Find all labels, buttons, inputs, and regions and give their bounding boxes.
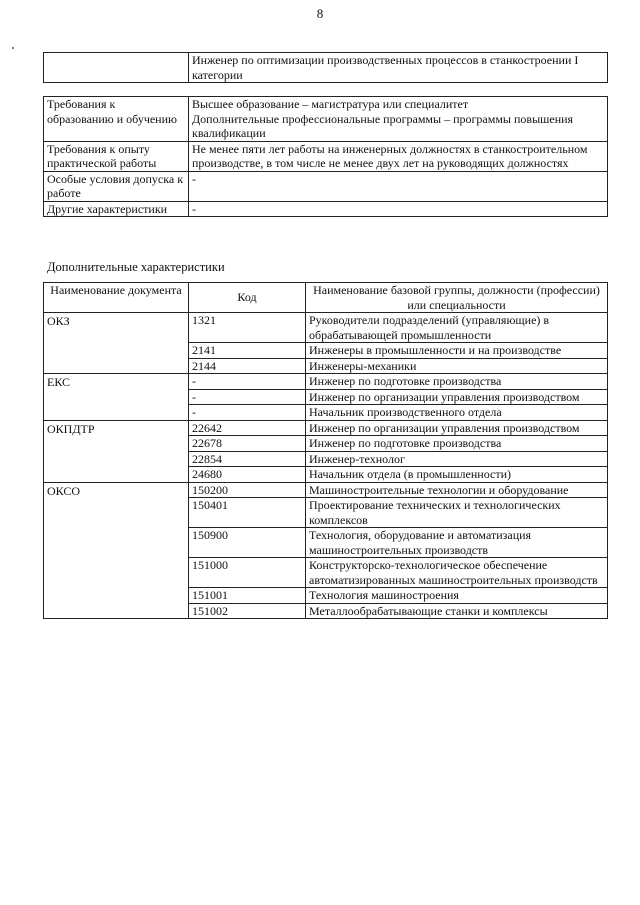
requirement-row <box>44 201 608 217</box>
name-cell: Инженер по подготовке производства <box>306 374 608 390</box>
code-cell: - <box>189 389 306 405</box>
requirement-value-line: - <box>192 171 196 186</box>
code-cell: 2141 <box>189 343 306 359</box>
name-cell: Технология машиностроения <box>306 588 608 604</box>
requirement-value <box>189 171 608 201</box>
requirement-label: Требования к образованию и обучению <box>44 97 189 142</box>
section-title: Дополнительные характеристики <box>47 260 225 274</box>
code-cell: 2144 <box>189 358 306 374</box>
code-cell: 22642 <box>189 420 306 436</box>
name-cell: Технология, оборудование и автоматизация машиностроительных производств <box>306 528 608 558</box>
requirement-label: Особые условия допуска к работе <box>44 171 189 201</box>
requirement-row <box>44 97 608 142</box>
requirement-value <box>189 97 608 142</box>
name-cell: Проектирование технических и технологических комплексов <box>306 498 608 528</box>
code-cell: 1321 <box>189 313 306 343</box>
table-row <box>44 482 608 498</box>
code-cell: 151002 <box>189 603 306 619</box>
requirement-value <box>189 141 608 171</box>
title-row <box>44 53 608 83</box>
requirement-label: Требования к опыту практической работы <box>44 141 189 171</box>
name-cell: Инженер-технолог <box>306 451 608 467</box>
code-cell: 24680 <box>189 467 306 483</box>
table-row <box>44 374 608 390</box>
job-title: Инженер по оптимизации производственных процессов в станкостроении I категории <box>189 53 608 83</box>
code-cell: 150200 <box>189 482 306 498</box>
code-cell: 22678 <box>189 436 306 452</box>
document-cell: ОКПДТР <box>44 420 189 482</box>
code-cell: 151000 <box>189 558 306 588</box>
name-cell: Конструкторско-технологическое обеспечение автоматизированных машиностроительных производств <box>306 558 608 588</box>
code-cell: - <box>189 374 306 390</box>
name-cell: Инженеры-механики <box>306 358 608 374</box>
document-cell: ОКСО <box>44 482 189 619</box>
header-row <box>44 283 608 313</box>
requirement-value-line: Не менее пяти лет работы на инженерных должностях в станкостроительном производстве, в том числе не менее двух лет на руководящих должностях <box>192 141 588 170</box>
header-code: Код <box>189 283 306 313</box>
code-cell: 150900 <box>189 528 306 558</box>
code-cell: 150401 <box>189 498 306 528</box>
scan-speck <box>12 47 14 49</box>
document-cell: ЕКС <box>44 374 189 421</box>
requirements-table <box>43 96 608 217</box>
title-left-cell <box>44 53 189 83</box>
page-number: 8 <box>316 6 324 21</box>
table-row <box>44 420 608 436</box>
requirement-row <box>44 171 608 201</box>
code-cell: 22854 <box>189 451 306 467</box>
requirement-value <box>189 201 608 217</box>
document-cell: ОКЗ <box>44 313 189 374</box>
name-cell: Начальник производственного отдела <box>306 405 608 421</box>
table-row <box>44 313 608 343</box>
name-cell: Металлообрабатывающие станки и комплексы <box>306 603 608 619</box>
requirement-row <box>44 141 608 171</box>
requirement-value-line: Высшее образование – магистратура или специалитет <box>192 97 469 111</box>
name-cell: Начальник отдела (в промышленности) <box>306 467 608 483</box>
requirement-value-line: Дополнительные профессиональные программы – программы повышения квалификации <box>192 111 574 140</box>
name-cell: Инженер по подготовке производства <box>306 436 608 452</box>
requirement-label: Другие характеристики <box>44 201 189 217</box>
additional-characteristics-table <box>43 282 608 619</box>
name-cell: Инженер по организации управления производством <box>306 420 608 436</box>
code-cell: 151001 <box>189 588 306 604</box>
name-cell: Инженеры в промышленности и на производстве <box>306 343 608 359</box>
code-cell: - <box>189 405 306 421</box>
header-name: Наименование базовой группы, должности (профессии) или специальности <box>306 283 608 313</box>
title-table <box>43 52 608 83</box>
requirement-value-line: - <box>192 201 196 216</box>
header-document: Наименование документа <box>44 283 189 313</box>
name-cell: Руководители подразделений (управляющие) в обрабатывающей промышленности <box>306 313 608 343</box>
name-cell: Машиностроительные технологии и оборудование <box>306 482 608 498</box>
name-cell: Инженер по организации управления производством <box>306 389 608 405</box>
